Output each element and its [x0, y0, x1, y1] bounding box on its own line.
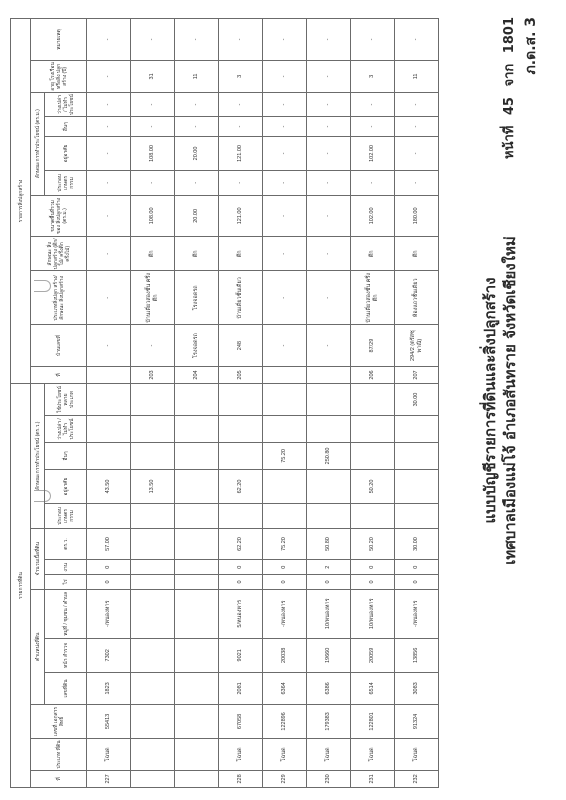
building-type-cell: - — [87, 271, 131, 325]
vacant-cell — [219, 416, 263, 443]
form-code: ภ.ด.ส. 3 — [523, 17, 539, 75]
house-no-cell: 294/2 (ตรัสซุพาณิ) — [395, 325, 439, 367]
page-total-value: 1801 — [502, 17, 517, 54]
building-residential-cell: 102.00 — [351, 136, 395, 170]
age-cell: 31 — [131, 60, 175, 92]
building-agri-cell: - — [87, 171, 131, 195]
building-residential-cell: - — [87, 136, 131, 170]
building-vacant-cell: - — [131, 92, 175, 116]
rai-cell: 0 — [307, 575, 351, 590]
residential-cell — [263, 469, 307, 503]
land-type-cell — [175, 739, 219, 771]
ngan-cell: 0 — [87, 560, 131, 575]
age-cell: 3 — [219, 60, 263, 92]
other-cell: 75.20 — [263, 442, 307, 469]
building-seq-cell — [263, 366, 307, 383]
age-cell: 3 — [351, 60, 395, 92]
mixed-cell — [263, 384, 307, 416]
building-other-cell: - — [131, 117, 175, 137]
ngan-cell: 2 — [307, 560, 351, 575]
parcel-no-cell: 6514 — [351, 672, 395, 704]
village-cell: 10/หนองหาร — [351, 589, 395, 638]
residential-cell: 50.20 — [351, 469, 395, 503]
building-residential-header: อยู่อาศัย — [45, 136, 87, 170]
survey-page-cell — [131, 638, 175, 672]
age-cell: - — [87, 60, 131, 92]
village-cell: -/หนองหาร — [263, 589, 307, 638]
land-type-cell: โฉนด — [307, 739, 351, 771]
other-cell — [395, 442, 439, 469]
seq-cell: 228 — [219, 770, 263, 787]
building-agri-cell: - — [219, 171, 263, 195]
agri-cell — [395, 504, 439, 528]
building-other-cell: - — [351, 117, 395, 137]
vacant-cell — [175, 416, 219, 443]
sqwa-cell: 75.20 — [263, 528, 307, 560]
remark-cell: - — [87, 19, 131, 61]
structure-cell: ตึก — [395, 237, 439, 271]
vacant-cell — [131, 416, 175, 443]
agri-cell — [175, 504, 219, 528]
rotated-form — [10, 13, 555, 788]
building-residential-cell: - — [395, 136, 439, 170]
vacant-cell — [87, 416, 131, 443]
deed-no-cell: 179383 — [307, 704, 351, 738]
deed-no-cell: 91324 — [395, 704, 439, 738]
building-residential-cell: 108.00 — [131, 136, 175, 170]
mixed-cell: 30.00 — [395, 384, 439, 416]
structure-cell: ตึก — [131, 237, 175, 271]
building-seq-cell: 203 — [131, 366, 175, 383]
sqwa-cell — [175, 528, 219, 560]
parcel-no-cell: 6386 — [307, 672, 351, 704]
survey-page-cell: 7302 — [87, 638, 131, 672]
building-other-cell: - — [219, 117, 263, 137]
seq-cell: 227 — [87, 770, 131, 787]
building-other-cell: - — [263, 117, 307, 137]
vacant-cell — [395, 416, 439, 443]
building-size-cell: - — [263, 195, 307, 237]
mixed-cell — [351, 384, 395, 416]
rai-cell: 0 — [87, 575, 131, 590]
ngan-cell: 0 — [351, 560, 395, 575]
seq-cell — [131, 770, 175, 787]
remark-cell: - — [351, 19, 395, 61]
rai-cell — [131, 575, 175, 590]
agri-cell — [307, 504, 351, 528]
table-row — [263, 19, 307, 788]
age-cell: - — [307, 60, 351, 92]
building-vacant-cell: - — [307, 92, 351, 116]
other-cell — [351, 442, 395, 469]
building-agri-cell: - — [307, 171, 351, 195]
ngan-header: งาน — [45, 560, 87, 575]
building-other-cell: - — [395, 117, 439, 137]
building-vacant-cell: - — [351, 92, 395, 116]
building-size-cell: 102.00 — [351, 195, 395, 237]
other-cell — [131, 442, 175, 469]
deed-no-header: เลขที่ เอกสารสิทธิ์ — [31, 704, 87, 738]
mixed-cell — [219, 384, 263, 416]
building-vacant-cell: - — [175, 92, 219, 116]
building-size-cell: - — [307, 195, 351, 237]
village-cell — [131, 589, 175, 638]
building-seq-cell: 206 — [351, 366, 395, 383]
building-other-cell: - — [87, 117, 131, 137]
parcel-no-cell: 2081 — [219, 672, 263, 704]
parcel-no-header: เลขที่ดิน — [45, 672, 87, 704]
building-other-cell: - — [175, 117, 219, 137]
seq-header: ที่ — [31, 770, 87, 787]
page-label: หน้าที่ — [502, 125, 517, 159]
building-agri-cell: - — [175, 171, 219, 195]
survey-page-header: หน้า สำรวจ — [45, 638, 87, 672]
table-row — [307, 19, 351, 788]
seq-cell: 229 — [263, 770, 307, 787]
village-cell — [175, 589, 219, 638]
land-group-header: รายการที่ดิน — [11, 384, 31, 788]
survey-page-cell: 20059 — [351, 638, 395, 672]
building-vacant-cell: - — [395, 92, 439, 116]
table-row — [219, 19, 263, 788]
seq-cell — [175, 770, 219, 787]
sqwa-header: ตร.ว. — [45, 528, 87, 560]
rai-cell: 0 — [395, 575, 439, 590]
building-seq-cell — [307, 366, 351, 383]
deed-no-cell — [131, 704, 175, 738]
table-row — [87, 19, 131, 788]
structure-header: ลักษณะ สิ่งปลูกสร้าง (ตึก/ไม้/ ครึ่งตึกครึ่งไม้) — [31, 237, 87, 271]
remark-cell: - — [307, 19, 351, 61]
remark-cell: - — [219, 19, 263, 61]
house-no-cell: 87/29 — [351, 325, 395, 367]
table-row — [395, 19, 439, 788]
land-building-table — [10, 18, 439, 788]
building-residential-cell: 121.00 — [219, 136, 263, 170]
house-no-cell: - — [263, 325, 307, 367]
residential-cell — [307, 469, 351, 503]
parcel-no-cell — [131, 672, 175, 704]
rai-cell: 0 — [219, 575, 263, 590]
area-group-header: จำนวนเนื้อที่ดิน — [31, 528, 45, 589]
mixed-cell — [175, 384, 219, 416]
page-number-value: 45 — [502, 97, 517, 116]
age-cell: 11 — [395, 60, 439, 92]
building-size-cell: 180.00 — [395, 195, 439, 237]
land-type-cell: โฉนด — [351, 739, 395, 771]
seq-cell: 230 — [307, 770, 351, 787]
building-vacant-header: ว่างเปล่า / ไม่ทำ ประโยชน์ — [45, 92, 87, 116]
deed-no-cell: 122801 — [351, 704, 395, 738]
mixed-header: ใช้ประโยชน์ หลาย ประเภท — [45, 384, 87, 416]
vacant-cell — [351, 416, 395, 443]
building-type-cell: บ้านเดี่ยวสองชั้น ครึ่งตึก — [351, 271, 395, 325]
residential-cell: 13.50 — [131, 469, 175, 503]
other-cell — [87, 442, 131, 469]
remark-cell: - — [263, 19, 307, 61]
survey-page-cell: 20038 — [263, 638, 307, 672]
building-other-cell: - — [307, 117, 351, 137]
rai-cell: 0 — [351, 575, 395, 590]
page-number — [498, 17, 519, 165]
survey-page-cell: 13856 — [395, 638, 439, 672]
ngan-cell — [131, 560, 175, 575]
building-type-cell: - — [307, 271, 351, 325]
age-header: อายุ โรงเรือน หรือสิ่ง ปลูกสร้าง (ปี) — [31, 60, 87, 92]
seq-cell: 231 — [351, 770, 395, 787]
building-agri-cell: - — [395, 171, 439, 195]
sqwa-cell: 30.00 — [395, 528, 439, 560]
survey-page-cell: 19660 — [307, 638, 351, 672]
table-row — [175, 19, 219, 788]
building-other-header: อื่นๆ — [45, 117, 87, 137]
mixed-cell — [87, 384, 131, 416]
location-group-header: ตำแหน่งที่ดิน — [31, 589, 45, 704]
building-vacant-cell: - — [263, 92, 307, 116]
table-row — [351, 19, 395, 788]
other-header: อื่นๆ — [45, 442, 87, 469]
building-type-cell: - — [263, 271, 307, 325]
age-cell: - — [263, 60, 307, 92]
building-agri-header: ประกอบ เกษตร กรรม — [45, 171, 87, 195]
residential-header: อยู่อาศัย — [45, 469, 87, 503]
land-use-group-header: ลักษณะการทำประโยชน์ (ตร.ว.) — [31, 384, 45, 529]
deed-no-cell: 67058 — [219, 704, 263, 738]
survey-page-cell: 9021 — [219, 638, 263, 672]
building-type-cell: บ้านเดี่ยวสองชั้น ครึ่งตึก — [131, 271, 175, 325]
parcel-no-cell — [175, 672, 219, 704]
residential-cell — [395, 469, 439, 503]
building-seq-cell: 204 — [175, 366, 219, 383]
land-type-cell — [131, 739, 175, 771]
village-cell: -/หนองหาร — [395, 589, 439, 638]
parcel-no-cell: 3083 — [395, 672, 439, 704]
rai-header: ไร่ — [45, 575, 87, 590]
form-subtitle: เทศบาลเมืองแม่โจ้ อำเภอสันทราย จังหวัดเชียงใหม่ — [501, 236, 519, 565]
building-size-cell: - — [87, 195, 131, 237]
land-type-header: ประเภท ที่ดิน — [31, 739, 87, 771]
agri-cell — [351, 504, 395, 528]
land-type-cell: โฉนด — [263, 739, 307, 771]
sqwa-cell — [131, 528, 175, 560]
residential-cell: 62.20 — [219, 469, 263, 503]
sqwa-cell: 62.20 — [219, 528, 263, 560]
village-cell: 5/หนองหาร — [219, 589, 263, 638]
remark-cell: - — [395, 19, 439, 61]
ngan-cell: 0 — [395, 560, 439, 575]
building-size-cell: 121.00 — [219, 195, 263, 237]
parcel-no-cell: 6364 — [263, 672, 307, 704]
agri-cell — [219, 504, 263, 528]
building-vacant-cell: - — [87, 92, 131, 116]
building-seq-cell: 207 — [395, 366, 439, 383]
structure-cell: ตึก — [219, 237, 263, 271]
building-use-group-header: ลักษณะการทำประโยชน์ (ตร.ม.) — [31, 92, 45, 195]
residential-cell: 43.50 — [87, 469, 131, 503]
house-no-cell: - — [87, 325, 131, 367]
mixed-cell — [131, 384, 175, 416]
building-type-cell: โรงจอดรถ — [175, 271, 219, 325]
agri-cell — [131, 504, 175, 528]
structure-cell: - — [307, 237, 351, 271]
structure-cell: - — [87, 237, 131, 271]
vacant-cell — [307, 416, 351, 443]
vacant-cell — [263, 416, 307, 443]
parcel-no-cell: 1823 — [87, 672, 131, 704]
agri-cell — [87, 504, 131, 528]
land-type-cell: โฉนด — [395, 739, 439, 771]
table-row — [131, 19, 175, 788]
building-residential-cell: 20.00 — [175, 136, 219, 170]
vacant-header: ว่างเปล่า / ไม่ทำ ประโยชน์ — [45, 416, 87, 443]
rai-cell: 0 — [263, 575, 307, 590]
building-size-header: ขนาดพื้นที่รวม ของ สิ่งปลูกสร้าง (ตร.ม.) — [31, 195, 87, 237]
other-cell — [175, 442, 219, 469]
house-no-cell: - — [131, 325, 175, 367]
building-seq-header: ที่ — [31, 366, 87, 383]
other-cell — [219, 442, 263, 469]
form-title: แบบบัญชีรายการที่ดินและสิ่งปลูกสร้าง — [481, 277, 499, 524]
deed-no-cell: 122896 — [263, 704, 307, 738]
house-no-header: บ้านเลขที่ — [31, 325, 87, 367]
agri-header: ประกอบ เกษตร กรรม — [45, 504, 87, 528]
ngan-cell — [175, 560, 219, 575]
agri-cell — [263, 504, 307, 528]
building-group-header: รายการสิ่งปลูกสร้าง — [11, 19, 31, 384]
remark-cell: - — [131, 19, 175, 61]
building-seq-cell — [87, 366, 131, 383]
survey-page-cell — [175, 638, 219, 672]
village-header: หมู่ที่ / ชุมชน / ตำบล — [45, 589, 87, 638]
structure-cell: ตึก — [351, 237, 395, 271]
sqwa-cell: 50.20 — [351, 528, 395, 560]
ngan-cell: 0 — [219, 560, 263, 575]
village-cell: -/หนองหาร — [87, 589, 131, 638]
remark-header: หมายเหตุ — [31, 19, 87, 61]
village-cell: 10/หนองหาร — [307, 589, 351, 638]
sqwa-cell: 57.00 — [87, 528, 131, 560]
building-type-header: ประเภทสิ่งปลูก สร้าง/ลักษณะ สิ่งปลูกสร้าง — [31, 271, 87, 325]
building-agri-cell: - — [263, 171, 307, 195]
building-size-cell: 20.00 — [175, 195, 219, 237]
building-size-cell: 108.00 — [131, 195, 175, 237]
seq-cell: 232 — [395, 770, 439, 787]
building-agri-cell: - — [351, 171, 395, 195]
building-residential-cell: - — [307, 136, 351, 170]
building-type-cell: ห้องแถวชั้นเดียว — [395, 271, 439, 325]
mixed-cell — [307, 384, 351, 416]
remark-cell: - — [175, 19, 219, 61]
land-type-cell: โฉนด — [87, 739, 131, 771]
building-type-cell: บ้านเดี่ยวชั้นเดียว — [219, 271, 263, 325]
page-of-label: จาก — [502, 63, 517, 87]
house-no-cell: 248 — [219, 325, 263, 367]
building-seq-cell: 205 — [219, 366, 263, 383]
ngan-cell: 0 — [263, 560, 307, 575]
building-agri-cell: - — [131, 171, 175, 195]
age-cell: 11 — [175, 60, 219, 92]
sqwa-cell: 50.80 — [307, 528, 351, 560]
house-no-cell: โรงจอดรถ — [175, 325, 219, 367]
residential-cell — [175, 469, 219, 503]
structure-cell: ตึก — [175, 237, 219, 271]
structure-cell: - — [263, 237, 307, 271]
deed-no-cell: 55413 — [87, 704, 131, 738]
other-cell: 250.80 — [307, 442, 351, 469]
land-type-cell: โฉนด — [219, 739, 263, 771]
building-vacant-cell: - — [219, 92, 263, 116]
building-residential-cell: - — [263, 136, 307, 170]
deed-no-cell — [175, 704, 219, 738]
house-no-cell: - — [307, 325, 351, 367]
rai-cell — [175, 575, 219, 590]
